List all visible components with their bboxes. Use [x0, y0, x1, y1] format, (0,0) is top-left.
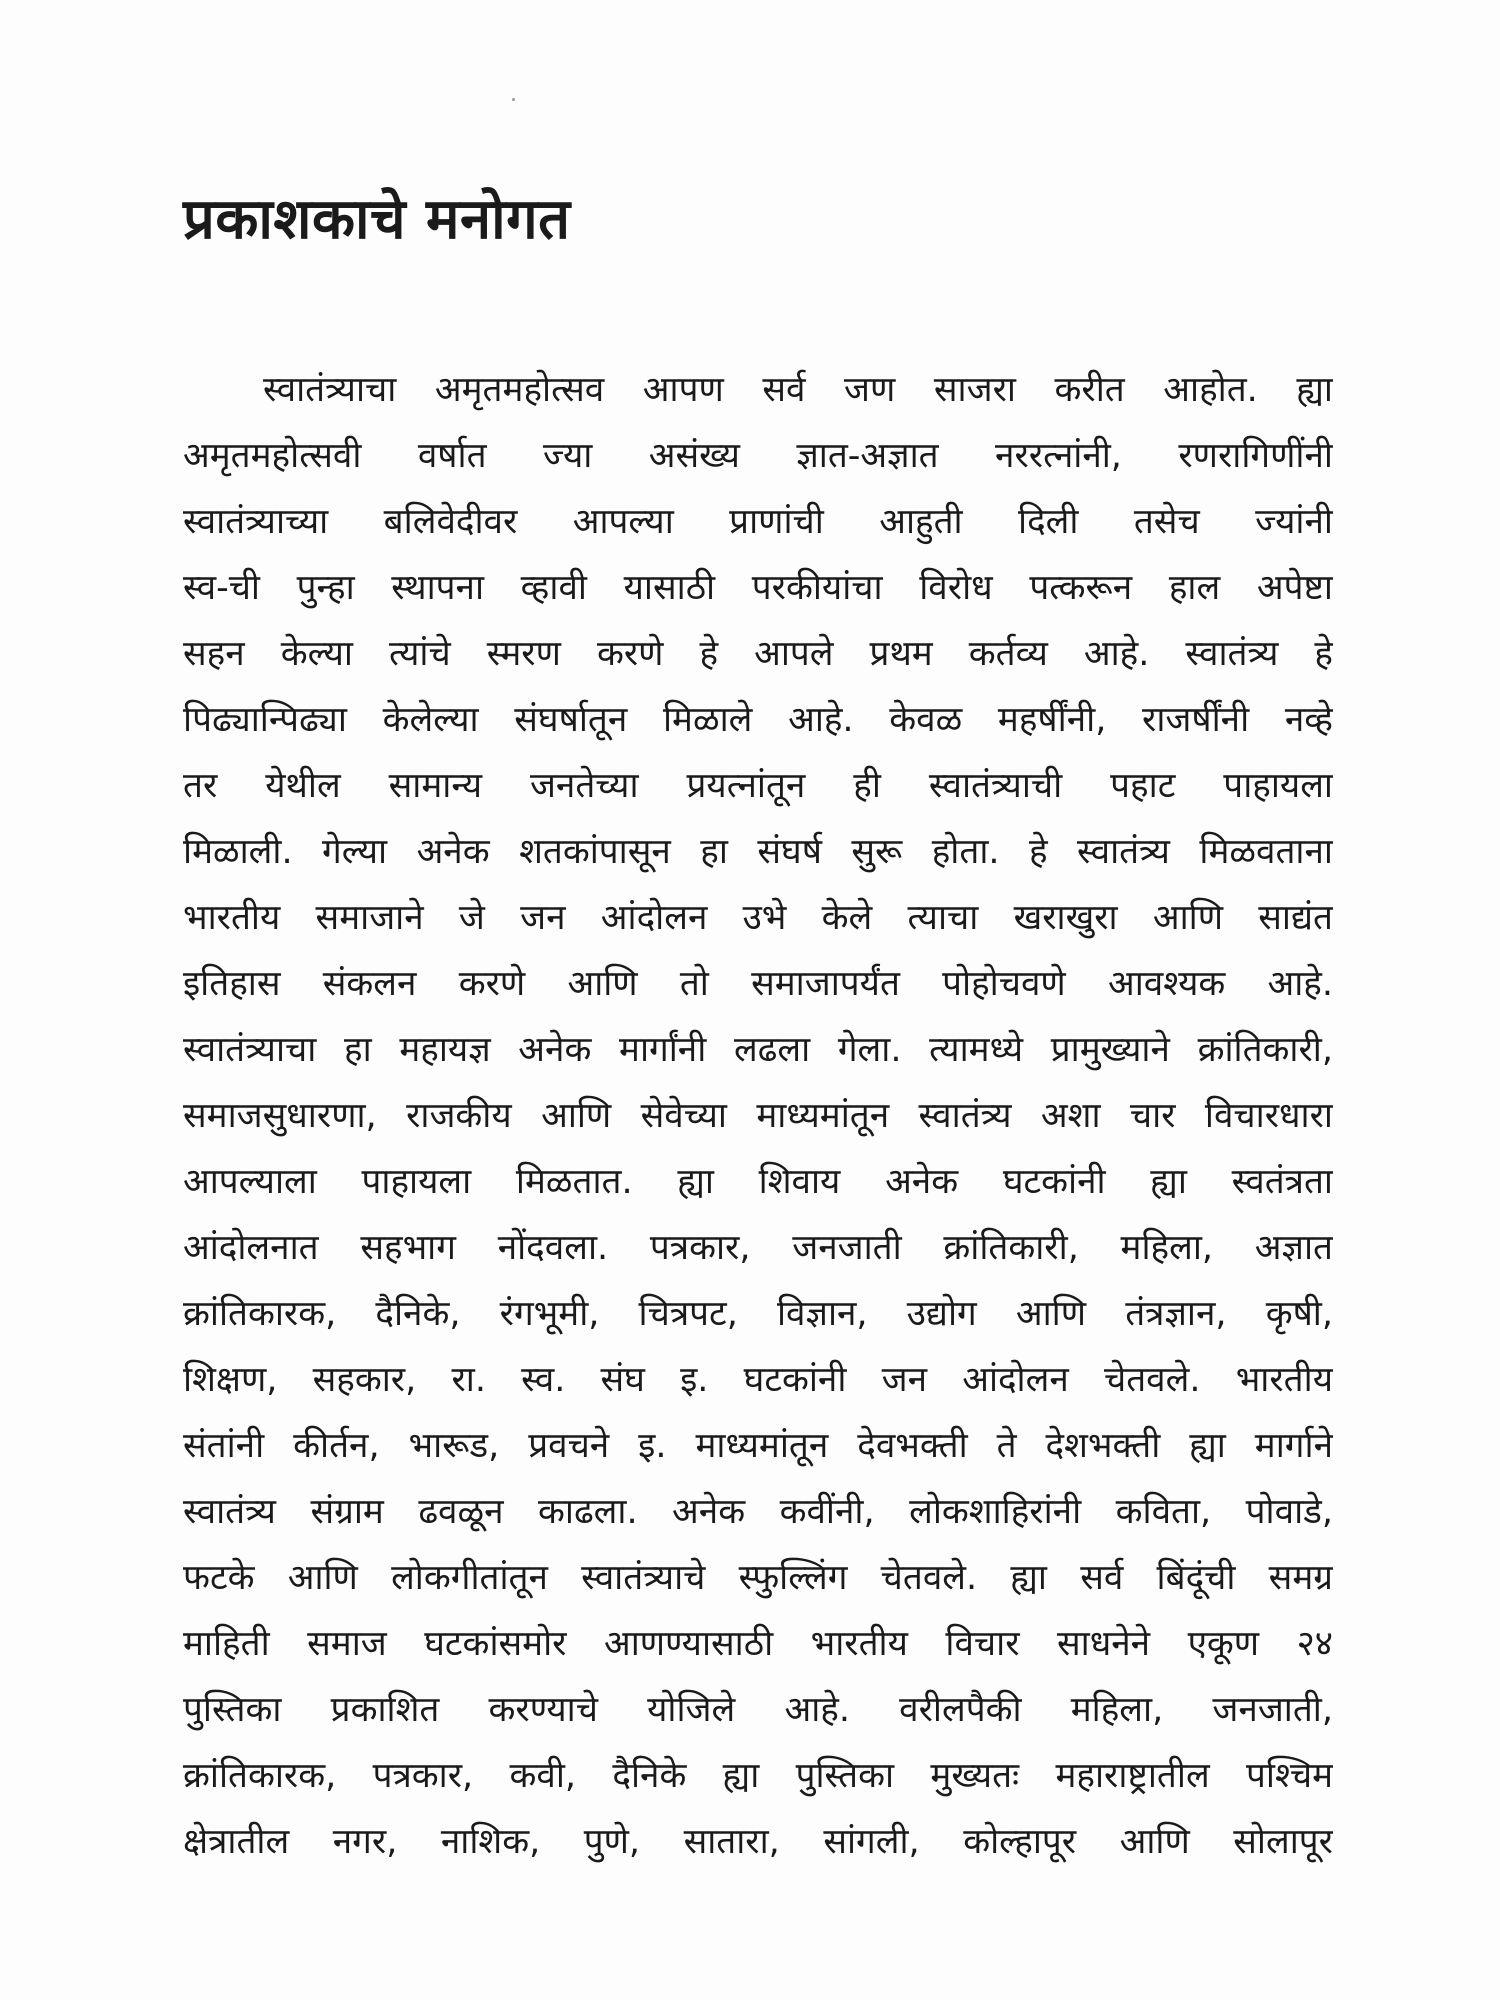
- text-line: स्वातंत्र्याचा अमृतमहोत्सव आपण सर्व जण साजरा करीत आहोत. ह्या: [263, 370, 1333, 410]
- text-line: आपल्याला पाहायला मिळतात. ह्या शिवाय अनेक घटकांनी ह्या स्वतंत्रता: [183, 1162, 1333, 1202]
- text-line: मिळाली. गेल्या अनेक शतकांपासून हा संघर्ष सुरू होता. हे स्वातंत्र्य मिळवताना: [183, 832, 1333, 872]
- text-line: इतिहास संकलन करणे आणि तो समाजापर्यंत पोहोचवणे आवश्यक आहे.: [183, 964, 1333, 1004]
- text-line: क्रांतिकारक, दैनिके, रंगभूमी, चित्रपट, विज्ञान, उद्योग आणि तंत्रज्ञान, कृषी,: [183, 1294, 1333, 1334]
- text-line: स्वातंत्र्य संग्राम ढवळून काढला. अनेक कवींनी, लोकशाहिरांनी कविता, पोवाडे,: [183, 1492, 1333, 1532]
- text-line: संतांनी कीर्तन, भारूड, प्रवचने इ. माध्यमांतून देवभक्ती ते देशभक्ती ह्या मार्गाने: [183, 1426, 1333, 1466]
- text-line: तर येथील सामान्य जनतेच्या प्रयत्नांतून ही स्वातंत्र्याची पहाट पाहायला: [183, 766, 1333, 806]
- text-line: फटके आणि लोकगीतांतून स्वातंत्र्याचे स्फुल्लिंग चेतवले. ह्या सर्व बिंदूंची समग्र: [183, 1558, 1333, 1598]
- text-line: समाजसुधारणा, राजकीय आणि सेवेच्या माध्यमांतून स्वातंत्र्य अशा चार विचारधारा: [183, 1096, 1333, 1136]
- page-title: प्रकाशकाचे मनोगत: [183, 187, 571, 252]
- text-line: सहन केल्या त्यांचे स्मरण करणे हे आपले प्रथम कर्तव्य आहे. स्वातंत्र्य हे: [183, 634, 1333, 674]
- text-line: क्रांतिकारक, पत्रकार, कवी, दैनिके ह्या पुस्तिका मुख्यतः महाराष्ट्रातील पश्चिम: [183, 1756, 1333, 1796]
- text-line: पुस्तिका प्रकाशित करण्याचे योजिले आहे. वरीलपैकी महिला, जनजाती,: [183, 1690, 1333, 1730]
- text-line: स्व-ची पुन्हा स्थापना व्हावी यासाठी परकीयांचा विरोध पत्करून हाल अपेष्टा: [183, 568, 1333, 608]
- text-line: पिढ्यान्पिढ्या केलेल्या संघर्षातून मिळाले आहे. केवळ महर्षींनी, राजर्षींनी नव्हे: [183, 700, 1333, 740]
- text-line: स्वातंत्र्याचा हा महायज्ञ अनेक मार्गांनी लढला गेला. त्यामध्ये प्रामुख्याने क्रांतिकारी,: [183, 1030, 1333, 1070]
- text-line: शिक्षण, सहकार, रा. स्व. संघ इ. घटकांनी जन आंदोलन चेतवले. भारतीय: [183, 1360, 1333, 1400]
- text-line: भारतीय समाजाने जे जन आंदोलन उभे केले त्याचा खराखुरा आणि साद्यंत: [183, 898, 1333, 938]
- text-line: आंदोलनात सहभाग नोंदवला. पत्रकार, जनजाती क्रांतिकारी, महिला, अज्ञात: [183, 1228, 1333, 1268]
- text-line: स्वातंत्र्याच्या बलिवेदीवर आपल्या प्राणांची आहुती दिली तसेच ज्यांनी: [183, 502, 1333, 542]
- scan-speck: [512, 98, 515, 101]
- text-line: अमृतमहोत्सवी वर्षात ज्या असंख्य ज्ञात-अज्ञात नररत्नांनी, रणरागिणींनी: [183, 436, 1333, 476]
- text-line: क्षेत्रातील नगर, नाशिक, पुणे, सातारा, सांगली, कोल्हापूर आणि सोलापूर: [183, 1822, 1333, 1862]
- body-paragraph: [183, 357, 1333, 1875]
- text-line: माहिती समाज घटकांसमोर आणण्यासाठी भारतीय विचार साधनेने एकूण २४: [183, 1624, 1333, 1664]
